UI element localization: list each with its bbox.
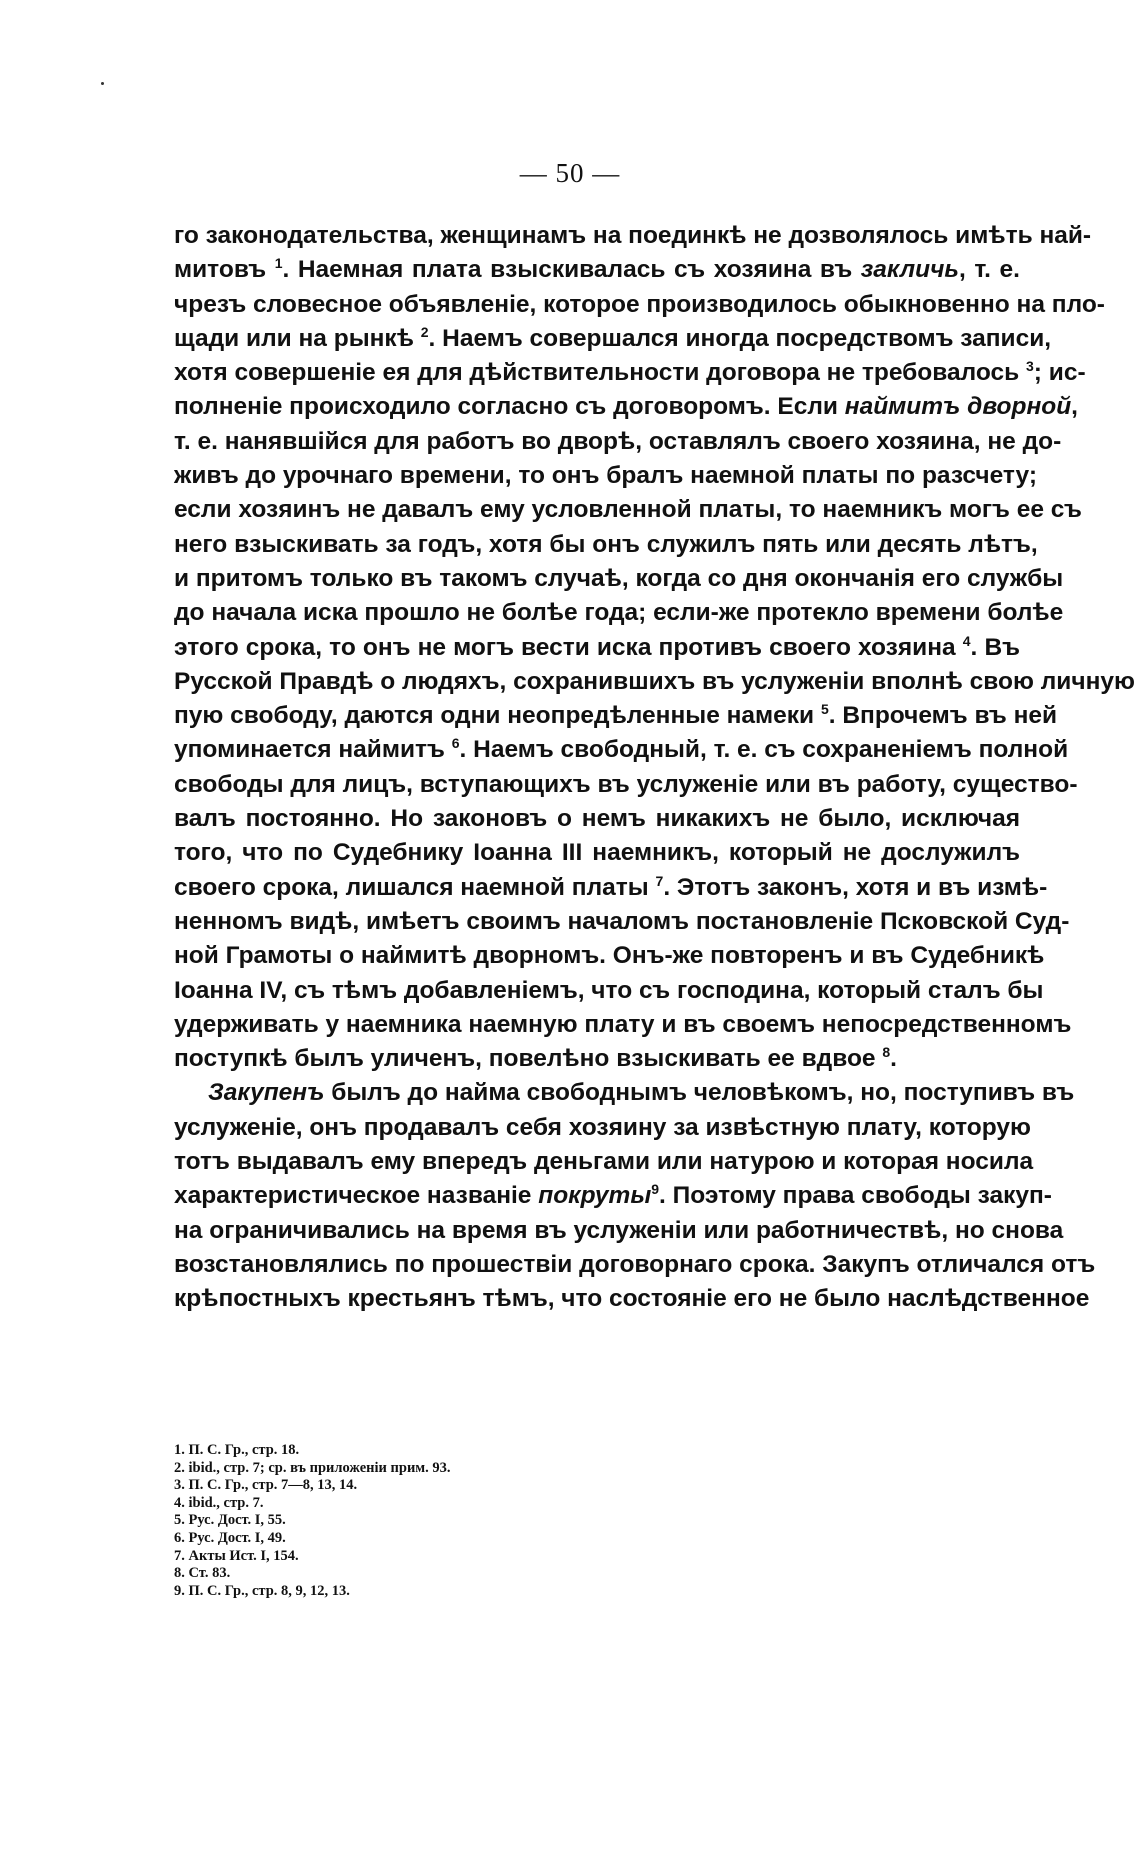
text-line [174, 596, 1064, 630]
text-line [174, 802, 1020, 836]
text-line [174, 459, 1038, 493]
text-segment: тотъ выдавалъ ему впередъ деньгами или натурою и которая носила [174, 1148, 1034, 1176]
text-segment: возстановлялись по прошествіи договорнаго срока. Закупъ отличался отъ [174, 1250, 1096, 1278]
text-segment: . Этотъ законъ, хотя и въ измѣ- [663, 873, 1048, 901]
text-segment: поступкѣ былъ уличенъ, повелѣно взыскивать ее вдвое [174, 1045, 883, 1073]
text-line [174, 562, 1064, 596]
text-segment: и притомъ только въ такомъ случаѣ, когда со дня окончанія его службы [174, 564, 1064, 592]
text-segment: если хозяинъ не давалъ ему условленной платы, то наемникъ могъ ее съ [174, 496, 1082, 524]
text-segment: упоминается наймитъ [174, 736, 452, 764]
footnote-ref: 4 [962, 632, 971, 649]
footnote: 1. П. С. Гр., стр. 18. [174, 1442, 300, 1458]
text-segment: услуженіе, онъ продавалъ себя хозяину за извѣстную плату, которую [174, 1113, 1031, 1141]
footnote: 3. П. С. Гр., стр. 7—8, 13, 14. [174, 1477, 358, 1494]
text-segment: . [890, 1045, 897, 1073]
text-line [174, 871, 1048, 905]
text-line [174, 1008, 1072, 1042]
italic-term: закличь [860, 256, 959, 284]
text-segment: . Наемъ свободный, т. е. съ сохраненіемъ полной [459, 736, 1069, 764]
text-segment: ненномъ видѣ, имѣетъ своимъ началомъ постановленіе Псковской Суд- [174, 907, 1070, 935]
text-segment: пую свободу, даются одни неопредѣленные намеки [174, 702, 821, 730]
text-segment: хотя совершеніе ея для дѣйствительности договора не требовалось [174, 359, 1026, 387]
footnote-ref: 3 [1026, 358, 1034, 375]
text-segment: . Впрочемъ въ ней [828, 702, 1058, 730]
text-segment: на ограничивались на время въ услуженіи или работничествѣ, но снова [174, 1216, 1064, 1244]
main-text [174, 219, 1135, 1317]
text-line [174, 528, 1038, 562]
text-segment: . Поэтому права свободы закуп- [659, 1182, 1052, 1210]
text-segment: . Въ [970, 633, 1021, 661]
text-segment: щади или на рынкѣ [174, 324, 421, 352]
footnote: 6. Рус. Дост. I, 49. [174, 1529, 286, 1546]
footnotes [174, 1442, 774, 1600]
page-number: — 50 — [519, 158, 621, 188]
text-segment: былъ до найма свободнымъ человѣкомъ, но, поступивъ въ [324, 1079, 1075, 1107]
italic-term: наймитъ дворной [844, 393, 1072, 421]
text-segment: ной Грамоты о наймитѣ дворномъ. Онъ-же повторенъ и въ Судебникѣ [174, 942, 1045, 970]
footnote-ref: 1 [274, 255, 283, 272]
text-segment: . Наемная плата взыскивалась съ хозяина въ [282, 256, 861, 284]
text-line [174, 1042, 1020, 1076]
text-segment: до начала иска прошло не болѣе года; если-же протекло времени болѣе [174, 599, 1064, 627]
text-segment: валъ постоянно. Но законовъ о немъ никакихъ не было, исключая [174, 805, 1020, 833]
footnote-ref: 9 [651, 1181, 660, 1198]
footnote: 5. Рус. Дост. I, 55. [174, 1512, 286, 1529]
text-segment: чрезъ словесное объявленіе, которое производилось обыкновенно на пло- [174, 290, 1105, 318]
text-segment: т. е. нанявшійся для работъ во дворѣ, оставлялъ своего хозяина, не до- [174, 427, 1062, 455]
footnote: 4. ibid., стр. 7. [174, 1494, 264, 1511]
footnote: 2. ibid., стр. 7; ср. въ приложеніи прим. 93. [174, 1459, 451, 1476]
text-segment: своего срока, лишался наемной платы [174, 873, 656, 901]
text-segment: . Наемъ совершался иногда посредствомъ записи, [428, 324, 1052, 352]
text-segment: го законодательства, женщинамъ на поединкѣ не дозволялось имѣть най- [174, 222, 1092, 249]
text-line [174, 253, 1020, 287]
text-segment: Русской Правдѣ о людяхъ, сохранившихъ въ услуженіи вполнѣ свою личную [174, 667, 1135, 695]
text-line [174, 1179, 1052, 1213]
text-line [174, 905, 1070, 939]
text-line [174, 733, 1069, 767]
text-line [174, 939, 1045, 973]
footnote: 7. Акты Ист. I, 154. [174, 1547, 299, 1564]
text-line [174, 219, 1092, 253]
italic-term: покруты [538, 1182, 652, 1210]
text-line [174, 768, 1078, 802]
text-segment: , т. е. [958, 256, 1020, 284]
text-segment: характеристическое названіе [174, 1182, 539, 1210]
text-segment: митовъ [174, 256, 275, 284]
text-segment: живъ до урочнаго времени, то онъ бралъ наемной платы по разсчету; [174, 462, 1038, 490]
text-segment: крѣпостныхъ крестьянъ тѣмъ, что состояніе его не было наслѣдственное [174, 1285, 1090, 1313]
text-segment: полненіе происходило согласно съ договоромъ. Если [174, 393, 845, 421]
text-line [174, 836, 1020, 870]
text-line [174, 1076, 1075, 1110]
footnote-ref: 2 [420, 323, 429, 340]
footnote-ref: 5 [820, 701, 829, 718]
text-line [174, 974, 1044, 1008]
text-line [174, 390, 1078, 424]
text-line [174, 288, 1105, 322]
text-line [174, 1111, 1031, 1145]
text-line [174, 425, 1062, 459]
text-line [174, 356, 1086, 390]
text-segment: ; ис- [1033, 359, 1086, 387]
italic-term: Закупенъ [208, 1079, 325, 1107]
text-line [174, 1214, 1064, 1248]
text-line [174, 631, 1020, 665]
text-segment: него взыскивать за годъ, хотя бы онъ служилъ пять или десять лѣтъ, [174, 530, 1038, 558]
text-line [174, 1282, 1090, 1316]
text-line [174, 1248, 1096, 1282]
text-segment: свободы для лицъ, вступающихъ въ услуженіе или въ работу, существо- [174, 770, 1078, 798]
print-speck [101, 82, 104, 85]
footnote-ref: 7 [655, 872, 664, 889]
footnote: 9. П. С. Гр., стр. 8, 9, 12, 13. [174, 1582, 350, 1599]
text-line [174, 699, 1058, 733]
text-line [174, 493, 1082, 527]
text-line [174, 322, 1052, 356]
text-segment: того, что по Судебнику Іоанна III наемникъ, который не дослужилъ [174, 839, 1020, 867]
text-line [174, 665, 1135, 699]
footnote-ref: 8 [882, 1044, 891, 1061]
text-segment: Іоанна IV, съ тѣмъ добавленіемъ, что съ господина, который сталъ бы [174, 976, 1044, 1004]
text-segment: этого срока, то онъ не могъ вести иска противъ своего хозяина [174, 633, 963, 661]
footnote: 8. Ст. 83. [174, 1565, 231, 1582]
text-line [174, 1145, 1034, 1179]
text-segment: , [1071, 393, 1078, 421]
footnote-ref: 6 [451, 735, 460, 752]
text-segment: удерживать у наемника наемную плату и въ своемъ непосредственномъ [174, 1010, 1072, 1038]
